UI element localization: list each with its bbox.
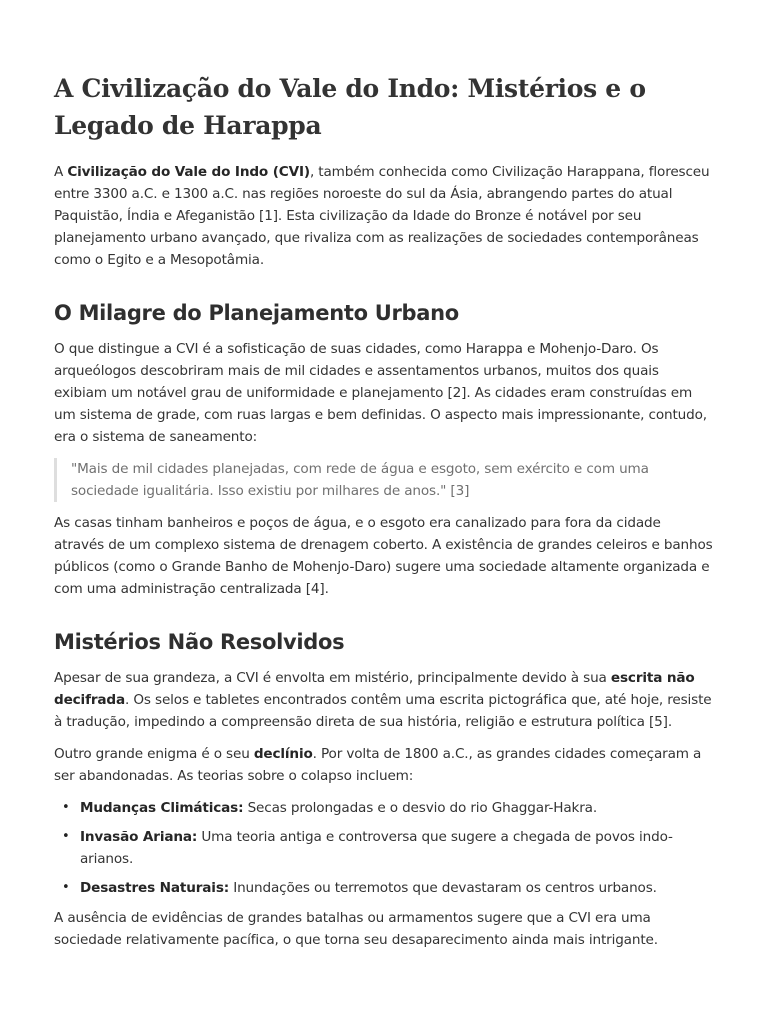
mysteries-paragraph-3: A ausência de evidências de grandes batalhas ou armamentos sugere que a CVI era uma sociedade relativamente pacífica, o que torna seu desaparecimento ainda mais intrigante.	[54, 910, 658, 948]
list-item-label: Invasão Ariana:	[80, 829, 198, 845]
list-item-climate	[62, 797, 714, 819]
mysteries-p1-end: . Os selos e tabletes encontrados contêm uma escrita pictográfica que, até hoje, resiste à tradução, impedindo a compreensão direta de sua história, religião e estrutura política [5].	[54, 692, 712, 730]
mysteries-p1-bold: escrita não decifrada	[54, 670, 695, 708]
list-item-text: Inundações ou terremotos que devastaram os centros urbanos.	[229, 880, 657, 896]
section-heading-urban-planning: O Milagre do Planejamento Urbano	[54, 301, 459, 325]
mysteries-p2-end: . Por volta de 1800 a.C., as grandes cidades começaram a ser abandonadas. As teorias sobre o colapso incluem:	[54, 746, 702, 784]
list-item-text: Secas prolongadas e o desvio do rio Ghaggar-Hakra.	[243, 800, 598, 816]
section-heading-mysteries: Mistérios Não Resolvidos	[54, 630, 345, 654]
mysteries-paragraph-1	[54, 667, 714, 733]
bullet-icon: •	[62, 880, 70, 895]
list-item-label: Desastres Naturais:	[80, 880, 230, 896]
bullet-icon: •	[62, 800, 70, 815]
collapse-theories-list	[54, 797, 714, 899]
mysteries-p1-start: Apesar de sua grandeza, a CVI é envolta em mistério, principalmente devido à sua	[54, 670, 611, 686]
quote-block: "Mais de mil cidades planejadas, com rede de água e esgoto, sem exército e com uma sociedade igualitária. Isso existiu por milhares de anos." [3]	[54, 458, 714, 502]
mysteries-p2-bold: declínio	[253, 746, 313, 762]
urban-planning-paragraph-2: As casas tinham banheiros e poços de água, e o esgoto era canalizado para fora da cidade através de um complexo sistema de drenagem coberto. A existência de grandes celeiros e banhos públicos (como o Grande Banho de Mohenjo-Daro) sugere uma sociedade altamente organizada e com uma administração centralizada [4].	[54, 515, 713, 597]
list-item-label: Mudanças Climáticas:	[80, 800, 244, 816]
intro-text-start: A	[54, 164, 68, 180]
intro-text-end: , também conhecida como Civilização Harappana, floresceu entre 3300 a.C. e 1300 a.C. nas regiões noroeste do sul da Ásia, abrangendo partes do atual Paquistão, Índia e Afeganistão [1]. Esta civilização da Idade do Bronze é notável por seu planejamento urbano avançado, que rivaliza com as realizações de sociedades contemporâneas como o Egito e a Mesopotâmia.	[54, 164, 710, 268]
mysteries-paragraph-2	[54, 743, 714, 787]
bullet-icon: •	[62, 829, 70, 844]
list-item-natural-disasters	[62, 877, 714, 899]
page-title: A Civilização do Vale do Indo: Mistérios e o Legado de Harappa	[54, 74, 646, 140]
mysteries-p2-start: Outro grande enigma é o seu	[54, 746, 254, 762]
intro-bold-term: Civilização do Vale do Indo (CVI)	[67, 164, 310, 180]
intro-paragraph	[54, 161, 714, 271]
urban-planning-paragraph-1: O que distingue a CVI é a sofisticação de suas cidades, como Harappa e Mohenjo-Daro. Os arqueólogos descobriram mais de mil cidades e assentamentos urbanos, muitos dos quais exibiam um notável grau de uniformidade e planejamento [2]. As cidades eram construídas em um sistema de grade, com ruas largas e bem definidas. O aspecto mais impressionante, contudo, era o sistema de saneamento:	[54, 341, 707, 445]
list-item-aryan-invasion	[62, 826, 714, 870]
list-item-text: Uma teoria antiga e controversa que sugere a chegada de povos indo-arianos.	[80, 829, 673, 867]
